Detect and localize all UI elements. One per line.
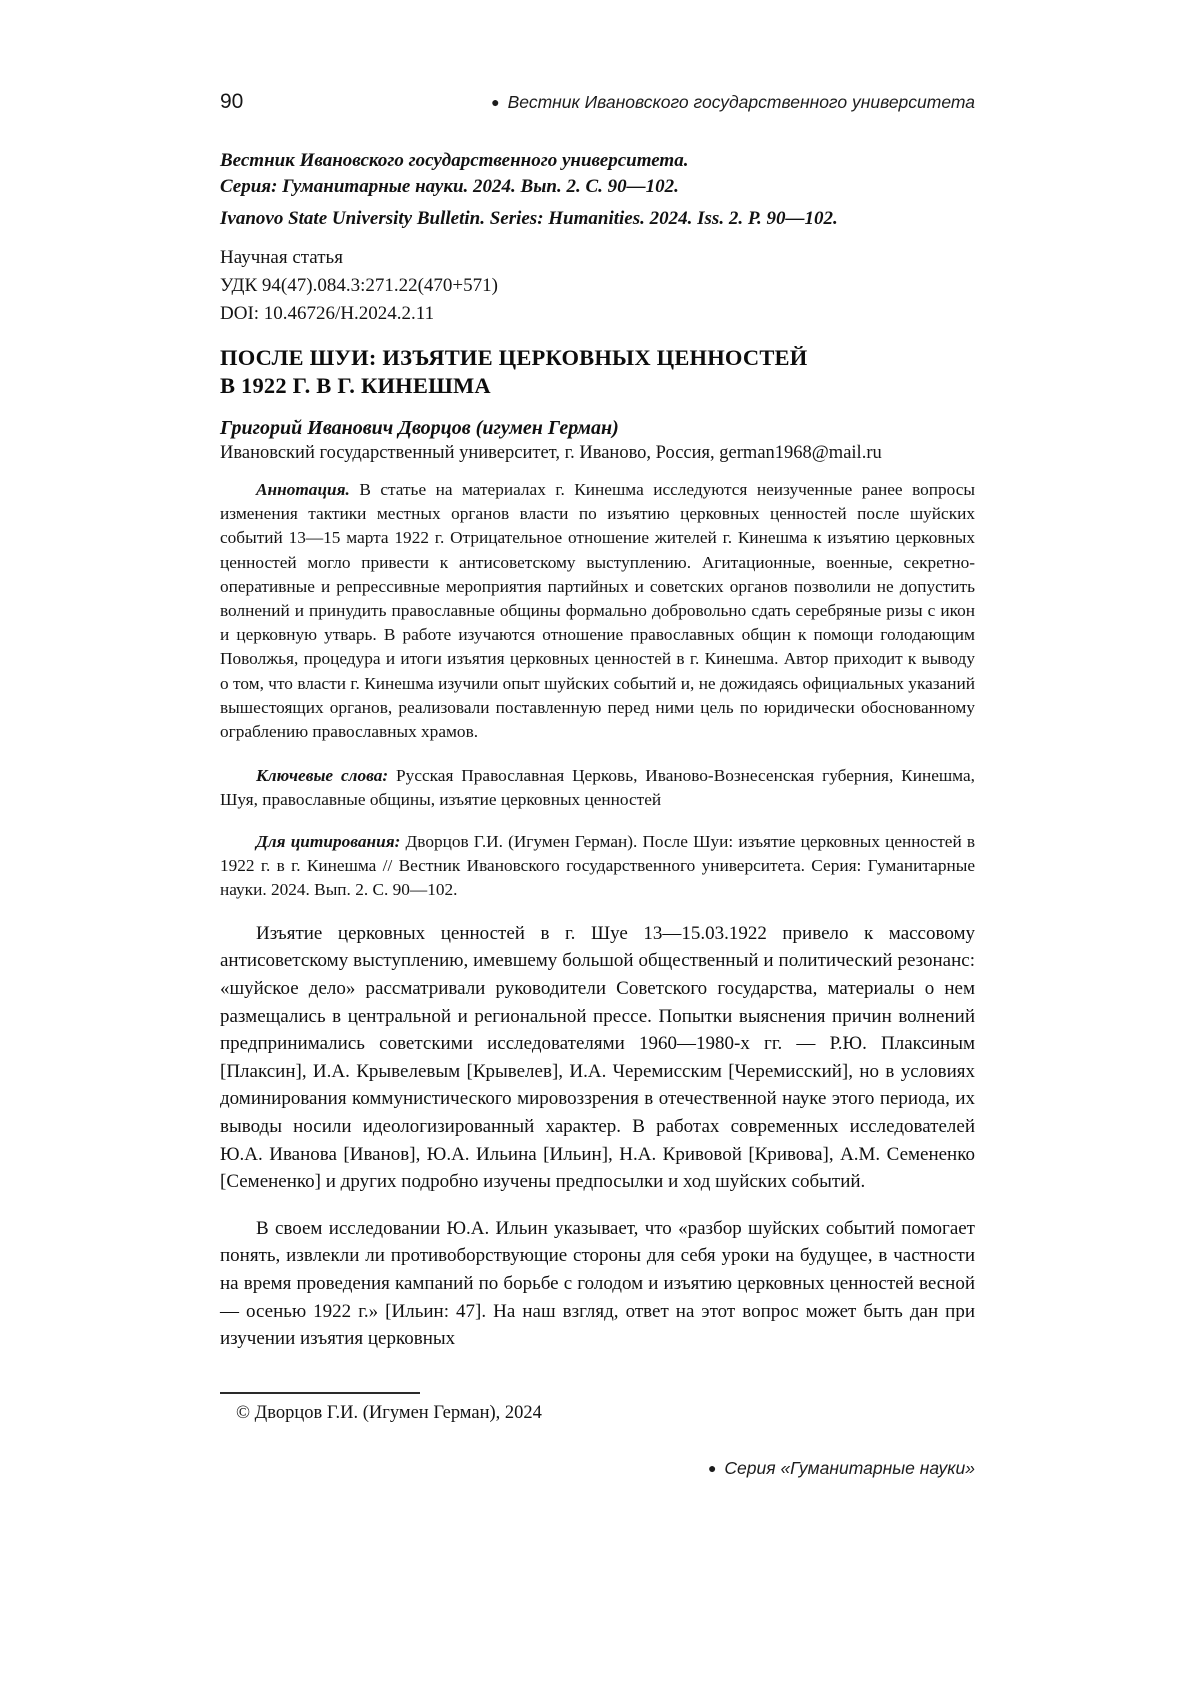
running-foot (708, 1458, 975, 1479)
keywords-paragraph (220, 764, 975, 812)
running-header-text: Вестник Ивановского государственного университета (507, 92, 975, 112)
masthead (220, 148, 975, 232)
abstract-paragraph (220, 478, 975, 744)
article-type: Научная статья (220, 247, 343, 268)
author-affiliation: Ивановский государственный университет, г. Иваново, Россия, german1968@mail.ru (220, 443, 882, 463)
author-name: Григорий Иванович Дворцов (игумен Герман) (220, 417, 619, 439)
header-bullet-icon: ● (491, 94, 500, 110)
abstract-text: В статье на материалах г. Кинешма исследуются неизученные ранее вопросы изменения тактики местных органов власти по изъятию церковных ценностей после шуйских событий 13—15 марта 1922 г. Отрицательное отношение жителей г. Кинешма к изъятию церковных ценностей могло привести к антисоветскому выступлению. Агитационные, военные, секретно-оперативные и репрессивные мероприятия партийных и советских органов позволили не допустить волнений и принудить православные общины формально добровольно сдать серебряные ризы с икон и церковную утварь. В работе изучаются отношение православных общин к помощи голодающим Поволжья, процедура и итоги изъятия церковных ценностей в г. Кинешма. Автор приходит к выводу о том, что власти г. Кинешма изучили опыт шуйских событий и, не дожидаясь официальных указаний вышестоящих органов, реализовали поставленную перед ними цель по юридически обоснованному ограблению православных храмов. (220, 480, 975, 742)
article-meta (220, 244, 975, 328)
udc-code: УДК 94(47).084.3:271.22(470+571) (220, 275, 498, 296)
citation-label: Для цитирования: (256, 831, 401, 851)
author-block (220, 416, 975, 465)
text-block (220, 0, 975, 1372)
doi-code: DOI: 10.46726/H.2024.2.11 (220, 303, 435, 324)
copyright-notice: © Дворцов Г.И. (Игумен Герман), 2024 (236, 1403, 542, 1423)
body-paragraph-1: Изъятие церковных ценностей в г. Шуе 13—15.03.1922 привело к массовому антисоветскому выступлению, имевшему большой общественный и политический резонанс: «шуйское дело» рассматривали руководители Советского государства, материалы о нем размещались в центральной и региональной прессе. Попытки выяснения причин волнений предпринимались советскими исследователями 1960—1980-х гг. — Р.Ю. Плаксиным [Плаксин], И.А. Крывелевым [Крывелев], И.А. Черемисским [Черемисский], но в условиях доминирования коммунистического мировоззрения в отечественной науке этого периода, их выводы носили идеологизированный характер. В работах современных исследователей Ю.А. Иванова [Иванов], Ю.А. Ильина [Ильин], Н.А. Кривовой [Кривова], А.М. Семененко [Семененко] и других подробно изучены предпосылки и ход шуйских событий. (220, 922, 975, 1193)
keywords-label: Ключевые слова: (256, 766, 389, 786)
body-paragraph-2: В своем исследовании Ю.А. Ильин указывает, что «разбор шуйских событий помогает понять, извлекли ли противоборствующие стороны для себя уроки на будущее, в частности на время проведения кампаний по борьбе с голодом и изъятию церковных ценностей весной — осенью 1922 г.» [Ильин: 47]. На наш взгляд, ответ на этот вопрос может быть дан при изучении изъятия церковных (220, 1217, 975, 1350)
article-title-line1: ПОСЛЕ ШУИ: ИЗЪЯТИЕ ЦЕРКОВНЫХ ЦЕННОСТЕЙ (220, 345, 808, 370)
running-footer-text: Серия «Гуманитарные науки» (724, 1458, 975, 1478)
footer-bullet-icon: ● (707, 1460, 717, 1476)
running-head (220, 90, 975, 114)
citation-paragraph (220, 830, 975, 903)
article-title (220, 344, 975, 400)
keywords-text: Русская Православная Церковь, Иваново-Вознесенская губерния, Кинешма, Шуя, православные общины, изъятие церковных ценностей (220, 766, 975, 810)
masthead-ru-line1: Вестник Ивановского государственного университета. (220, 150, 689, 171)
running-header-title (491, 92, 975, 113)
citation-text: Дворцов Г.И. (Игумен Герман). После Шуи: изъятие церковных ценностей в 1922 г. в г. Кинешма // Вестник Ивановского государственного университета. Серия: Гуманитарные науки. 2024. Вып. 2. С. 90—102. (220, 831, 975, 900)
abstract-label: Аннотация. (256, 480, 350, 499)
page-number: 90 (220, 90, 244, 113)
footnote-block (220, 1392, 975, 1424)
masthead-ru-line2: Серия: Гуманитарные науки. 2024. Вып. 2. С. 90—102. (220, 176, 679, 197)
article-title-line2: В 1922 Г. В Г. КИНЕШМА (220, 373, 491, 398)
footnote-rule (220, 1392, 420, 1394)
masthead-en-line: Ivanovo State University Bulletin. Series: Humanities. 2024. Iss. 2. P. 90—102. (220, 208, 838, 229)
